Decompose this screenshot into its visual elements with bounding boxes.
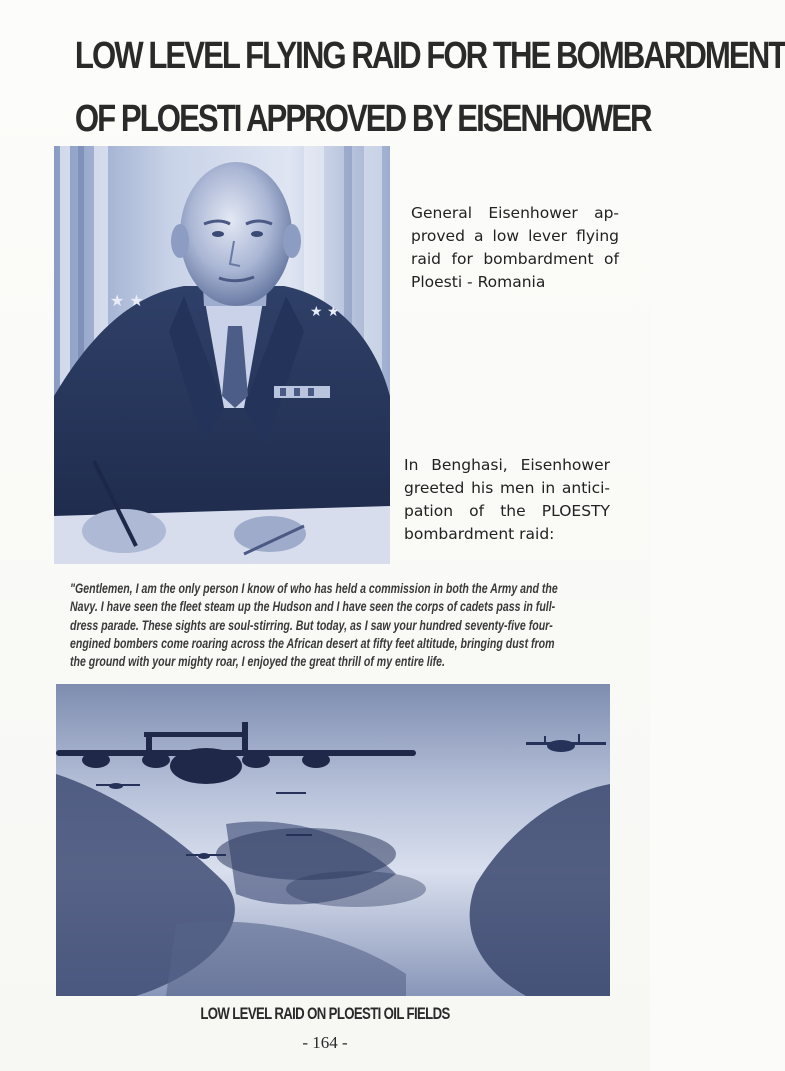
caption-1-line: General Eisenhower ap- (411, 204, 619, 222)
caption-2-line: greeted his men in antici- (404, 479, 610, 497)
page-title-line-2: OF PLOESTI APPROVED BY EISENHOWER (74, 98, 651, 140)
caption-paragraph-2 (404, 454, 610, 546)
caption-1-line: Ploesti - Romania (411, 273, 546, 291)
caption-2-line: pation of the PLOESTY (404, 502, 610, 520)
bombers-raid-photo (56, 684, 610, 996)
caption-2-line: In Benghasi, Eisenhower (404, 456, 610, 474)
quote-line: the ground with your mighty roar, I enjoyed the great thrill of my entire life. (70, 654, 446, 670)
caption-1-line: raid for bombardment of (411, 250, 619, 268)
svg-text:★ ★: ★ ★ (110, 291, 144, 310)
caption-paragraph-1 (411, 202, 619, 294)
caption-1-line: proved a low lever flying (411, 227, 619, 245)
quote-line: dress parade. These sights are soul-stirring. But today, as I saw your hundred seventy-five four- (70, 617, 553, 633)
eisenhower-quote (70, 580, 595, 671)
caption-2-line: bombardment raid: (404, 525, 555, 543)
quote-line: "Gentlemen, I am the only person I know of who has held a commission in both the Army and the (70, 581, 558, 596)
quote-line: Navy. I have seen the fleet steam up the Hudson and I have seen the corps of cadets pass in full- (70, 599, 556, 615)
eisenhower-portrait-photo (54, 146, 390, 564)
quote-line: engined bombers come roaring across the African desert at fifty feet altitude, bringing dust from (70, 635, 555, 651)
svg-text:★ ★: ★ ★ (310, 304, 340, 320)
page-number: - 164 - (302, 1033, 348, 1052)
page-title-line-1: LOW LEVEL FLYING RAID FOR THE BOMBARDMENT (74, 35, 785, 77)
photo-caption: LOW LEVEL RAID ON PLOESTI OIL FIELDS (200, 1005, 450, 1023)
